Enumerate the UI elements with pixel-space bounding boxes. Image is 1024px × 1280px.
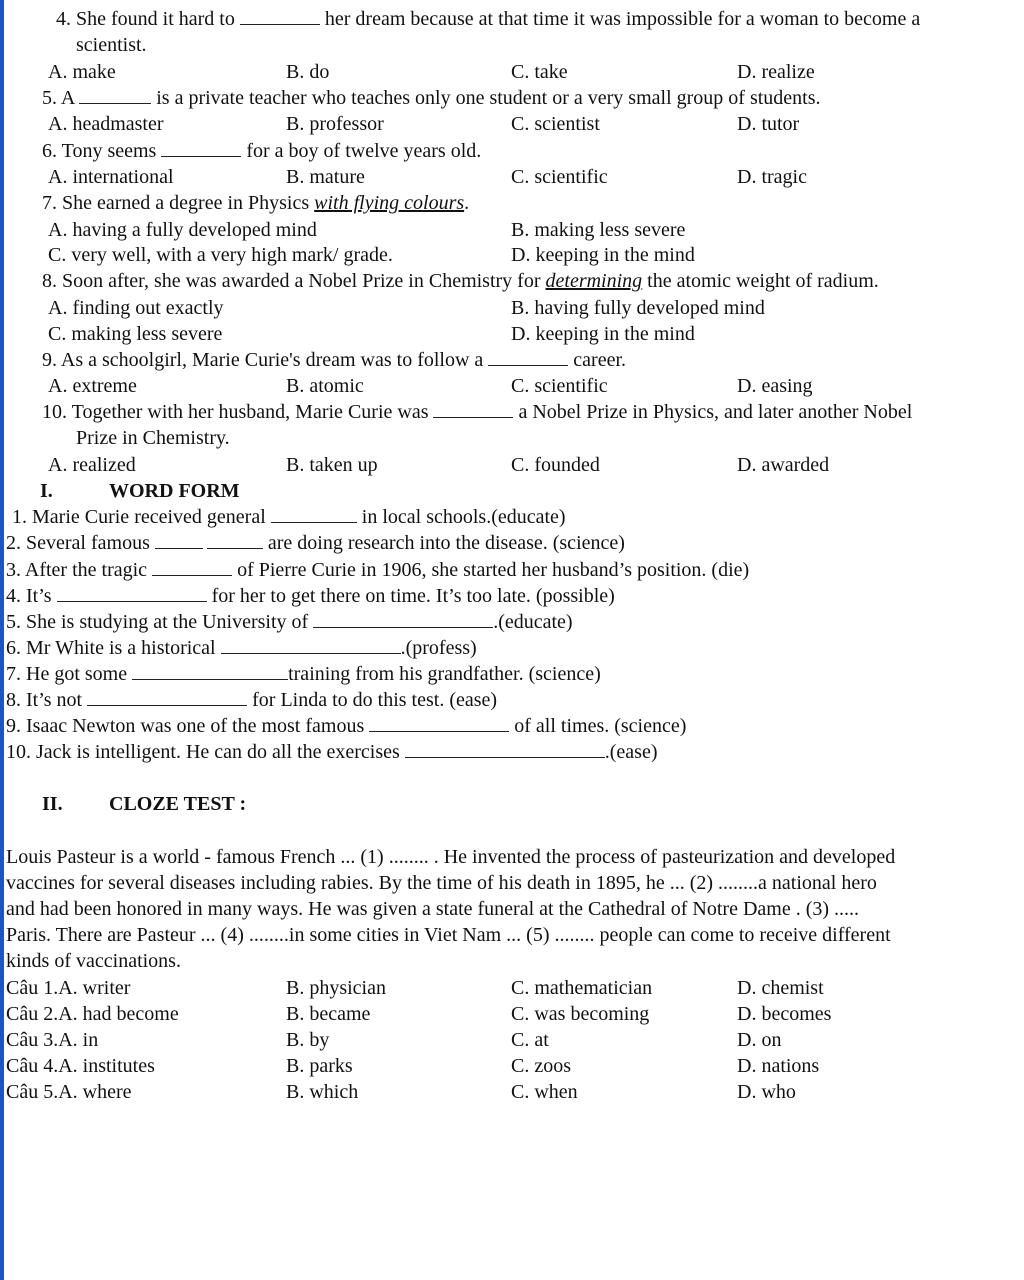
answer-blank[interactable] xyxy=(240,7,320,25)
item-text: .(educate) xyxy=(493,611,573,633)
word-form-item xyxy=(6,661,601,687)
cloze-option-b[interactable]: B. by xyxy=(286,1029,330,1051)
option-c[interactable]: C. founded xyxy=(511,454,600,476)
item-text: of all times. (science) xyxy=(514,715,687,737)
option-a[interactable]: A. international xyxy=(48,166,174,188)
underlined-phrase: with flying colours xyxy=(314,192,465,214)
item-text: of Pierre Curie in 1906, she started her husband’s position. (die) xyxy=(237,559,750,581)
option-b[interactable]: B. taken up xyxy=(286,454,378,476)
cloze-option-d[interactable]: D. chemist xyxy=(737,977,824,999)
cloze-option-c[interactable]: C. at xyxy=(511,1029,549,1051)
cloze-option-b[interactable]: B. which xyxy=(286,1081,359,1103)
question-text: 6. Tony seems xyxy=(42,140,157,162)
cloze-passage-line: Louis Pasteur is a world - famous French ... (1) ........ . He invented the process of pasteurization and developed xyxy=(6,846,896,868)
word-form-item xyxy=(6,687,497,713)
option-d[interactable]: D. keeping in the mind xyxy=(511,323,695,345)
cloze-option-c[interactable]: C. mathematician xyxy=(511,977,653,999)
option-c[interactable]: C. making less severe xyxy=(48,323,223,345)
question-text: her dream because at that time it was impossible for a woman to become a xyxy=(324,8,921,30)
option-b[interactable]: B. making less severe xyxy=(511,219,686,241)
cloze-option-b[interactable]: B. became xyxy=(286,1003,371,1025)
question-9-stem xyxy=(42,347,626,373)
item-text: 9. Isaac Newton was one of the most famous xyxy=(6,715,365,737)
section-heading: WORD FORM xyxy=(109,480,240,502)
cloze-option-b[interactable]: B. physician xyxy=(286,977,386,999)
question-text: . xyxy=(464,192,470,214)
cloze-option-a[interactable]: Câu 3.A. in xyxy=(6,1029,99,1051)
answer-blank[interactable] xyxy=(271,505,357,523)
question-text: for a boy of twelve years old. xyxy=(246,140,482,162)
option-a[interactable]: A. having a fully developed mind xyxy=(48,219,317,241)
option-b[interactable]: B. mature xyxy=(286,166,365,188)
answer-blank[interactable] xyxy=(155,531,203,549)
question-text: 8. Soon after, she was awarded a Nobel Prize in Chemistry for xyxy=(42,270,541,292)
option-c[interactable]: C. very well, with a very high mark/ grade. xyxy=(48,244,393,266)
option-a[interactable]: A. extreme xyxy=(48,375,137,397)
item-text: 7. He got some xyxy=(6,663,128,685)
answer-blank[interactable] xyxy=(405,740,605,758)
question-7-stem xyxy=(42,190,469,216)
option-d[interactable]: D. easing xyxy=(737,375,813,397)
question-10-stem xyxy=(42,399,912,425)
item-text: 2. Several famous xyxy=(6,532,150,554)
answer-blank[interactable] xyxy=(313,610,493,628)
option-d[interactable]: D. tragic xyxy=(737,166,807,188)
cloze-option-d[interactable]: D. nations xyxy=(737,1055,820,1077)
item-text: .(ease) xyxy=(604,741,658,763)
question-text: a Nobel Prize in Physics, and later another Nobel xyxy=(518,401,913,423)
answer-blank[interactable] xyxy=(79,86,151,104)
question-text: 5. A xyxy=(42,87,75,109)
answer-blank[interactable] xyxy=(488,348,568,366)
option-b[interactable]: B. having fully developed mind xyxy=(511,297,765,319)
item-text: 6. Mr White is a historical xyxy=(6,637,216,659)
item-text: 5. She is studying at the University of xyxy=(6,611,309,633)
question-text: 4. She found it hard to xyxy=(56,8,235,30)
cloze-option-c[interactable]: C. when xyxy=(511,1081,578,1103)
section-heading: CLOZE TEST : xyxy=(109,793,247,815)
section-number: I. xyxy=(40,480,53,502)
item-text: 1. Marie Curie received general xyxy=(12,506,266,528)
cloze-option-d[interactable]: D. becomes xyxy=(737,1003,832,1025)
cloze-passage-line: and had been honored in many ways. He was given a state funeral at the Cathedral of Notre Dame . (3) ..... xyxy=(6,898,860,920)
section-number: II. xyxy=(42,793,63,815)
answer-blank[interactable] xyxy=(132,662,288,680)
option-b[interactable]: B. professor xyxy=(286,113,384,135)
option-b[interactable]: B. atomic xyxy=(286,375,364,397)
item-text: training from his grandfather. (science) xyxy=(288,663,601,685)
question-4-stem xyxy=(56,6,920,32)
question-text: career. xyxy=(573,349,627,371)
question-4-stem-cont: scientist. xyxy=(76,34,147,56)
answer-blank[interactable] xyxy=(161,139,241,157)
word-form-item xyxy=(12,504,566,530)
cloze-option-a[interactable]: Câu 5.A. where xyxy=(6,1081,132,1103)
answer-blank[interactable] xyxy=(152,558,232,576)
option-a[interactable]: A. finding out exactly xyxy=(48,297,224,319)
item-text: for Linda to do this test. (ease) xyxy=(252,689,498,711)
option-c[interactable]: C. scientist xyxy=(511,113,600,135)
item-text: in local schools.(educate) xyxy=(361,506,566,528)
answer-blank[interactable] xyxy=(369,714,509,732)
item-text: .(profess) xyxy=(400,637,477,659)
word-form-item xyxy=(6,557,749,583)
option-d[interactable]: D. tutor xyxy=(737,113,800,135)
option-a[interactable]: A. realized xyxy=(48,454,136,476)
cloze-option-a[interactable]: Câu 4.A. institutes xyxy=(6,1055,155,1077)
option-d[interactable]: D. realize xyxy=(737,61,815,83)
cloze-passage-line: kinds of vaccinations. xyxy=(6,950,181,972)
question-text: 7. She earned a degree in Physics xyxy=(42,192,310,214)
item-text: are doing research into the disease. (science) xyxy=(267,532,625,554)
cloze-option-b[interactable]: B. parks xyxy=(286,1055,353,1077)
option-c[interactable]: C. scientific xyxy=(511,375,608,397)
option-a[interactable]: A. headmaster xyxy=(48,113,164,135)
word-form-item xyxy=(6,635,477,661)
cloze-option-a[interactable]: Câu 1.A. writer xyxy=(6,977,131,999)
item-text: for her to get there on time. It’s too late. (possible) xyxy=(211,585,615,607)
item-text: 4. It’s xyxy=(6,585,52,607)
option-b[interactable]: B. do xyxy=(286,61,330,83)
cloze-option-d[interactable]: D. who xyxy=(737,1081,796,1103)
item-text: 10. Jack is intelligent. He can do all the exercises xyxy=(6,741,400,763)
question-10-stem-cont: Prize in Chemistry. xyxy=(76,427,230,449)
cloze-option-c[interactable]: C. was becoming xyxy=(511,1003,650,1025)
option-d[interactable]: D. awarded xyxy=(737,454,830,476)
question-text: is a private teacher who teaches only one student or a very small group of students. xyxy=(156,87,821,109)
question-text: 10. Together with her husband, Marie Curie was xyxy=(42,401,429,423)
option-c[interactable]: C. take xyxy=(511,61,568,83)
question-text: 9. As a schoolgirl, Marie Curie's dream was to follow a xyxy=(42,349,484,371)
item-text: 8. It’s not xyxy=(6,689,83,711)
answer-blank[interactable] xyxy=(207,531,263,549)
question-text: the atomic weight of radium. xyxy=(647,270,879,292)
option-a[interactable]: A. make xyxy=(48,61,116,83)
answer-blank[interactable] xyxy=(57,584,207,602)
word-form-item xyxy=(6,583,615,609)
answer-blank[interactable] xyxy=(87,688,247,706)
option-c[interactable]: C. scientific xyxy=(511,166,608,188)
page-left-border xyxy=(0,0,4,1280)
answer-blank[interactable] xyxy=(433,400,513,418)
question-8-stem xyxy=(42,268,879,294)
cloze-option-d[interactable]: D. on xyxy=(737,1029,782,1051)
word-form-item xyxy=(6,530,625,556)
cloze-option-c[interactable]: C. zoos xyxy=(511,1055,571,1077)
cloze-passage-line: Paris. There are Pasteur ... (4) ........in some cities in Viet Nam ... (5) ........ people can come to receive different xyxy=(6,924,891,946)
cloze-passage-line: vaccines for several diseases including rabies. By the time of his death in 1895, he ... (2) ........a national hero xyxy=(6,872,877,894)
cloze-option-a[interactable]: Câu 2.A. had become xyxy=(6,1003,179,1025)
question-5-stem xyxy=(42,85,821,111)
word-form-item xyxy=(6,713,686,739)
word-form-item xyxy=(6,609,573,635)
underlined-phrase: determining xyxy=(545,270,643,292)
item-text: 3. After the tragic xyxy=(6,559,148,581)
option-d[interactable]: D. keeping in the mind xyxy=(511,244,695,266)
question-6-stem xyxy=(42,138,481,164)
answer-blank[interactable] xyxy=(221,636,401,654)
word-form-item xyxy=(6,739,658,765)
